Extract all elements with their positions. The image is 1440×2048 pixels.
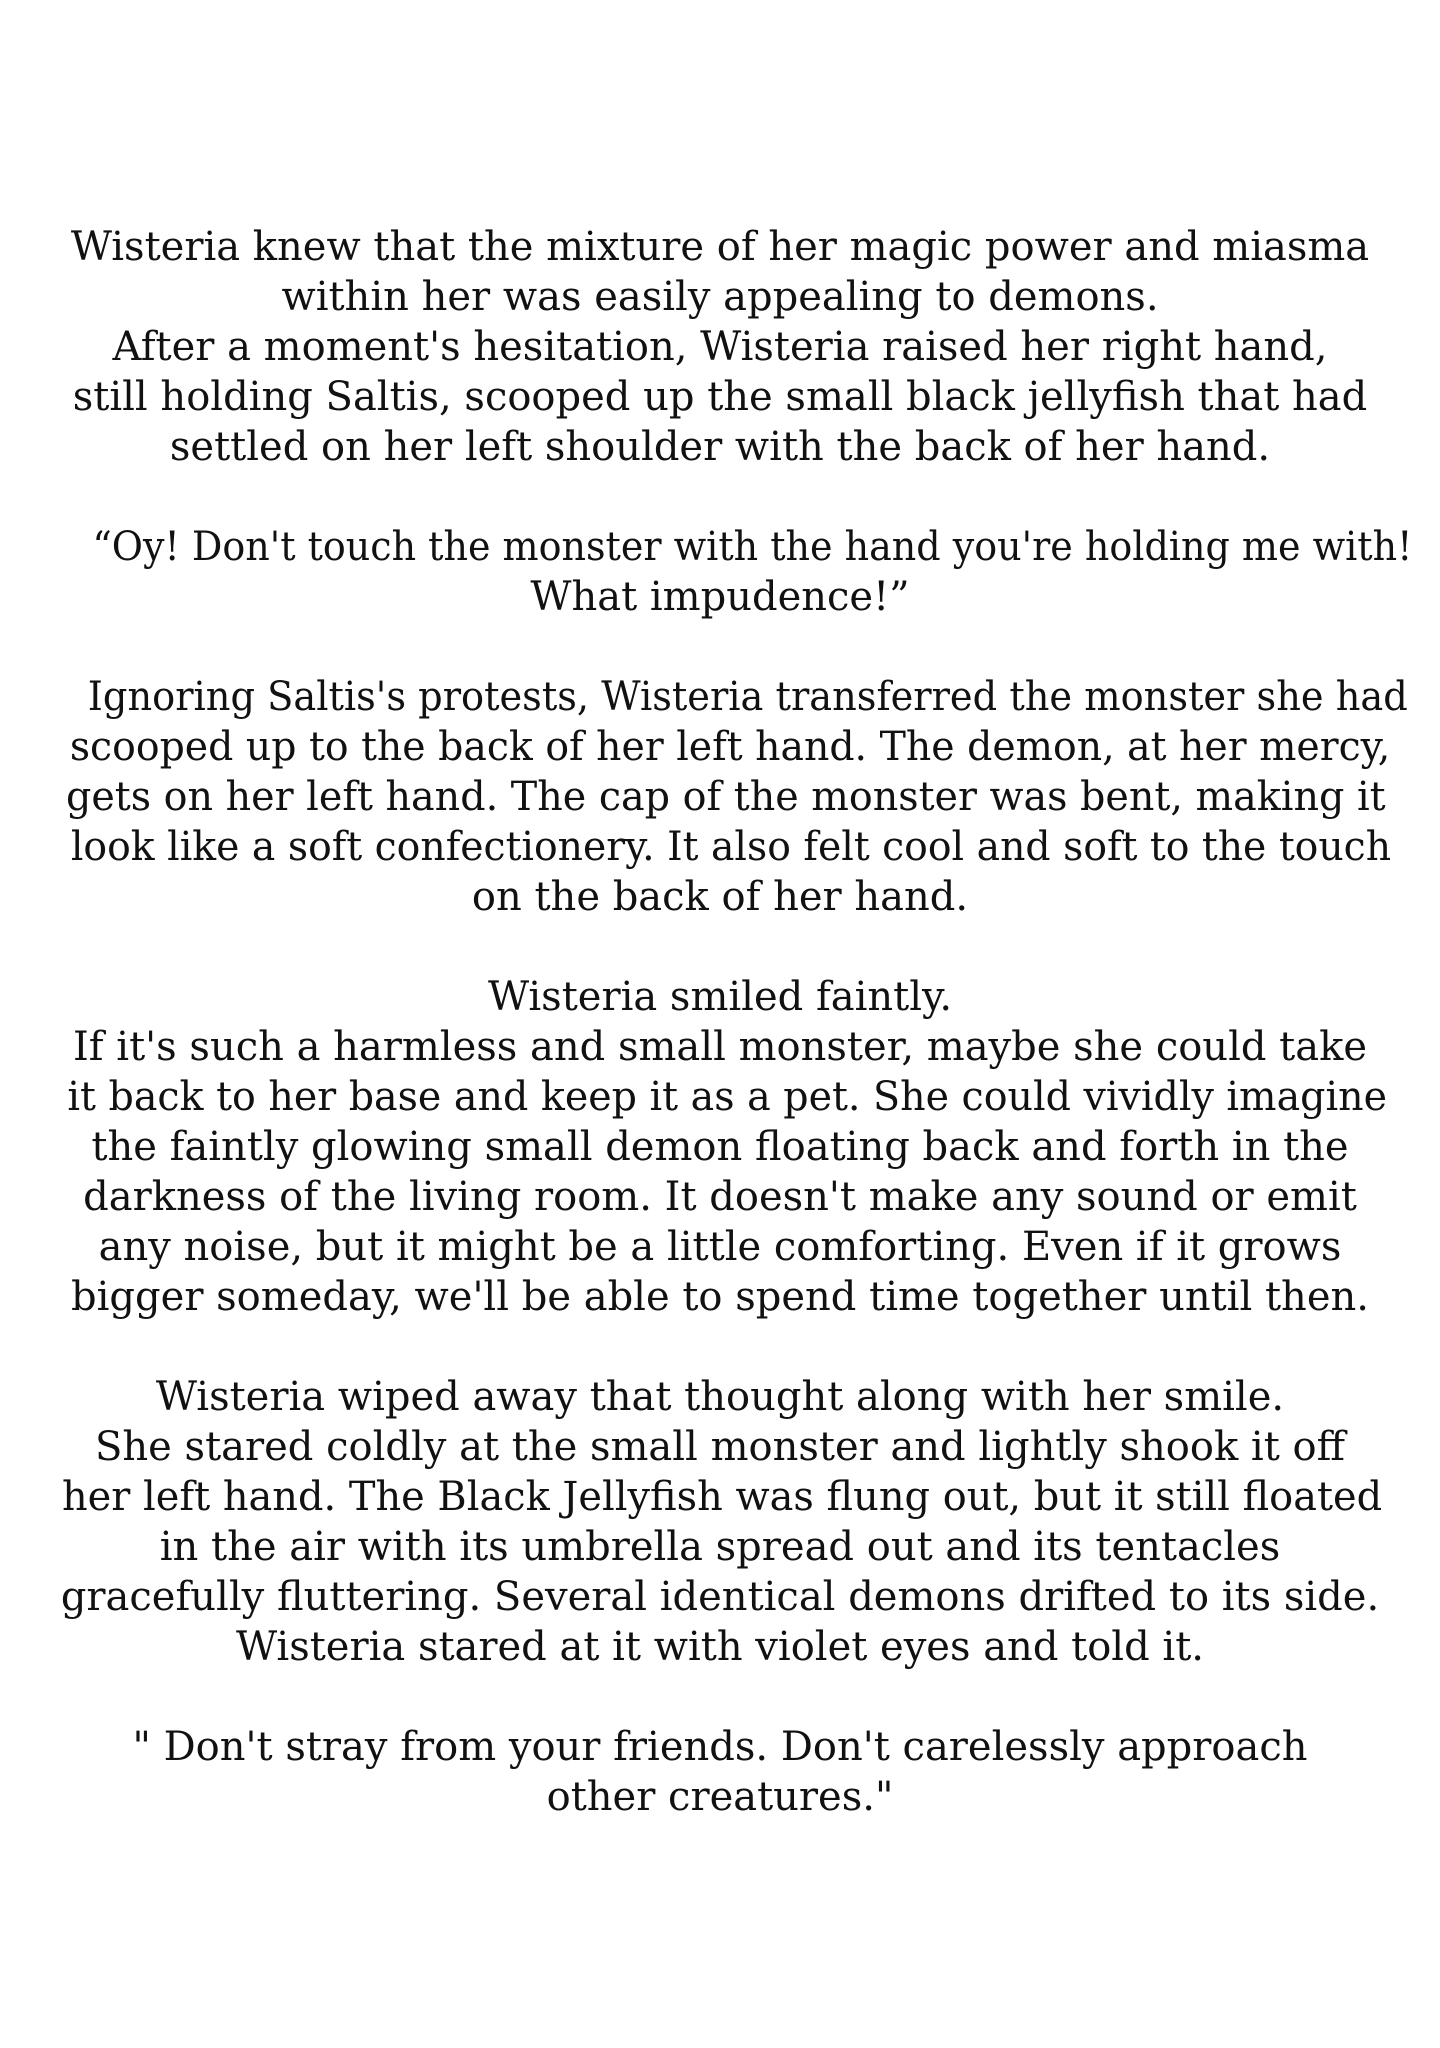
text-line: bigger someday, we'll be able to spend time together until then.: [71, 1274, 1369, 1320]
text-line: in the air with its umbrella spread out and its tentacles: [159, 1524, 1281, 1570]
text-line: settled on her left shoulder with the back of her hand.: [169, 424, 1271, 470]
text-line: Wisteria wiped away that thought along with her smile.: [155, 1374, 1285, 1420]
text-line: “Oy! Don't touch the monster with the hand you're holding me with!: [92, 524, 1413, 570]
text-line: Wisteria smiled faintly.: [487, 974, 953, 1020]
text-line: still holding Saltis, scooped up the small black jellyfish that had: [72, 374, 1368, 420]
text-line: other creatures.": [546, 1774, 894, 1820]
paragraph-3: [60, 672, 1408, 922]
text-line: She stared coldly at the small monster and lightly shook it off: [95, 1424, 1345, 1470]
text-line: If it's such a harmless and small monster, maybe she could take: [72, 1024, 1368, 1070]
text-line: " Don't stray from your friends. Don't carelessly approach: [132, 1724, 1308, 1770]
text-line: gets on her left hand. The cap of the monster was bent, making it: [65, 774, 1386, 820]
paragraph-4: [60, 972, 1388, 1322]
text-line: any noise, but it might be a little comforting. Even if it grows: [98, 1224, 1342, 1270]
text-line: Ignoring Saltis's protests, Wisteria transferred the monster she had: [87, 674, 1408, 720]
paragraph-6: [60, 1722, 1380, 1822]
paragraph-2: [60, 522, 1413, 622]
text-line: it back to her base and keep it as a pet. She could vividly imagine: [67, 1074, 1388, 1120]
paragraph-5: [60, 1372, 1383, 1672]
text-line: within her was easily appealing to demons.: [281, 274, 1159, 320]
text-line: Wisteria stared at it with violet eyes and told it.: [235, 1624, 1204, 1670]
text-line: scooped up to the back of her left hand. The demon, at her mercy,: [69, 724, 1391, 770]
text-line: darkness of the living room. It doesn't make any sound or emit: [83, 1174, 1357, 1220]
paragraph-1: [60, 222, 1380, 472]
text-line: After a moment's hesitation, Wisteria raised her right hand,: [112, 324, 1328, 370]
text-line: look like a soft confectionery. It also felt cool and soft to the touch: [70, 824, 1392, 870]
text-line: Wisteria knew that the mixture of her magic power and miasma: [70, 224, 1370, 270]
text-line: gracefully fluttering. Several identical demons drifted to its side.: [60, 1574, 1380, 1620]
text-line: her left hand. The Black Jellyfish was flung out, but it still floated: [61, 1474, 1383, 1520]
story-text: [60, 222, 1413, 1822]
text-line: What impudence!”: [530, 574, 910, 620]
text-line: the faintly glowing small demon floating back and forth in the: [91, 1124, 1349, 1170]
text-line: on the back of her hand.: [471, 874, 969, 920]
